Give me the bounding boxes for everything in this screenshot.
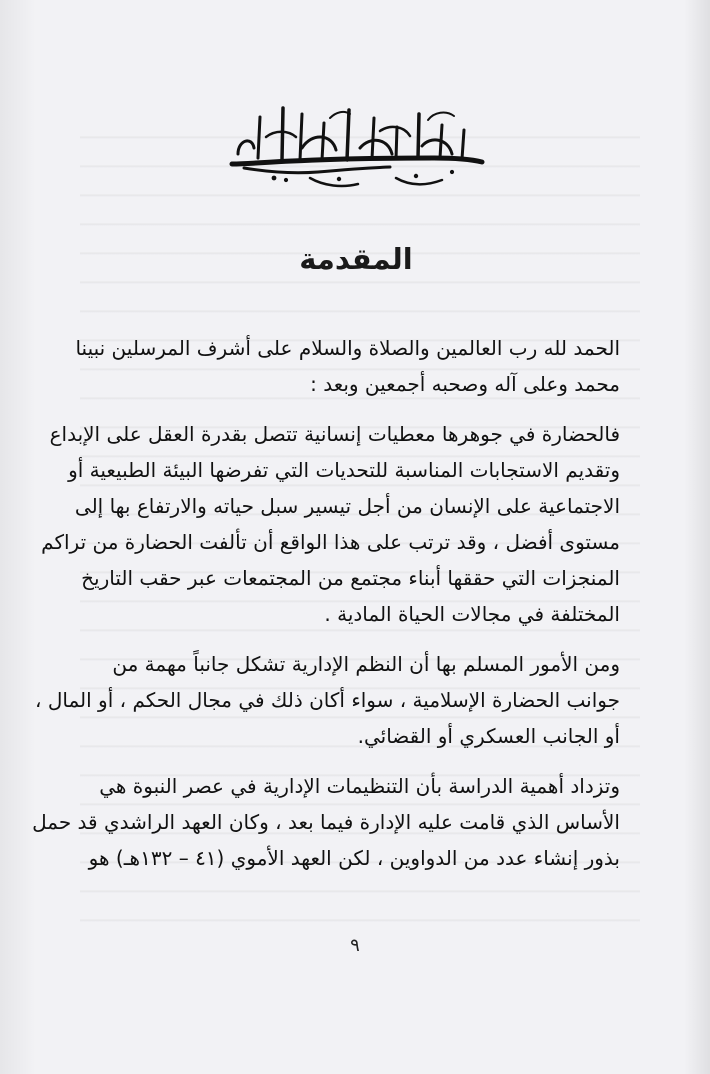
text-line: المنجزات التي حققها أبناء مجتمع من المجتمعات عبر حقب التاريخ [81,566,620,590]
paragraph [32,768,620,876]
text-line: مستوى أفضل ، وقد ترتب على هذا الواقع أن تألفت الحضارة من تراكم [41,530,620,554]
text-line: جوانب الحضارة الإسلامية ، سواء أكان ذلك في مجال الحكم ، أو المال ، [35,688,620,712]
text-line: الأساس الذي قامت عليه الإدارة فيما بعد ، وكان العهد الراشدي قد حمل [32,810,620,834]
text-line: محمد وعلى آله وصحبه أجمعين وبعد : [310,372,620,396]
text-line: وتقديم الاستجابات المناسبة للتحديات التي تفرضها البيئة الطبيعية أو [68,458,620,482]
text-line: المختلفة في مجالات الحياة المادية . [324,602,620,626]
paragraph [41,416,620,632]
basmala-calligraphy-icon [220,92,490,196]
paragraph [35,646,620,754]
page-number: ٩ [350,935,360,956]
page-title: المقدمة [299,242,413,276]
text-line: الحمد لله رب العالمين والصلاة والسلام على أشرف المرسلين نبينا [75,336,620,360]
text-line: وتزداد أهمية الدراسة بأن التنظيمات الإدارية في عصر النبوة هي [99,774,620,798]
text-line: فالحضارة في جوهرها معطيات إنسانية تتصل بقدرة العقل على الإبداع [49,422,620,446]
body-text [32,330,620,890]
text-line: الاجتماعية على الإنسان من أجل تيسير سبل حياته والارتفاع بها إلى [74,494,620,518]
basmala-calligraphy [220,92,490,196]
text-line: أو الجانب العسكري أو القضائي. [357,724,620,748]
paragraph [75,330,620,402]
text-line: ومن الأمور المسلم بها أن النظم الإدارية تشكل جانباً مهمة من [112,652,620,676]
text-line: بذور إنشاء عدد من الدواوين ، لكن العهد الأموي (٤١ – ١٣٢هـ) هو [88,846,620,870]
